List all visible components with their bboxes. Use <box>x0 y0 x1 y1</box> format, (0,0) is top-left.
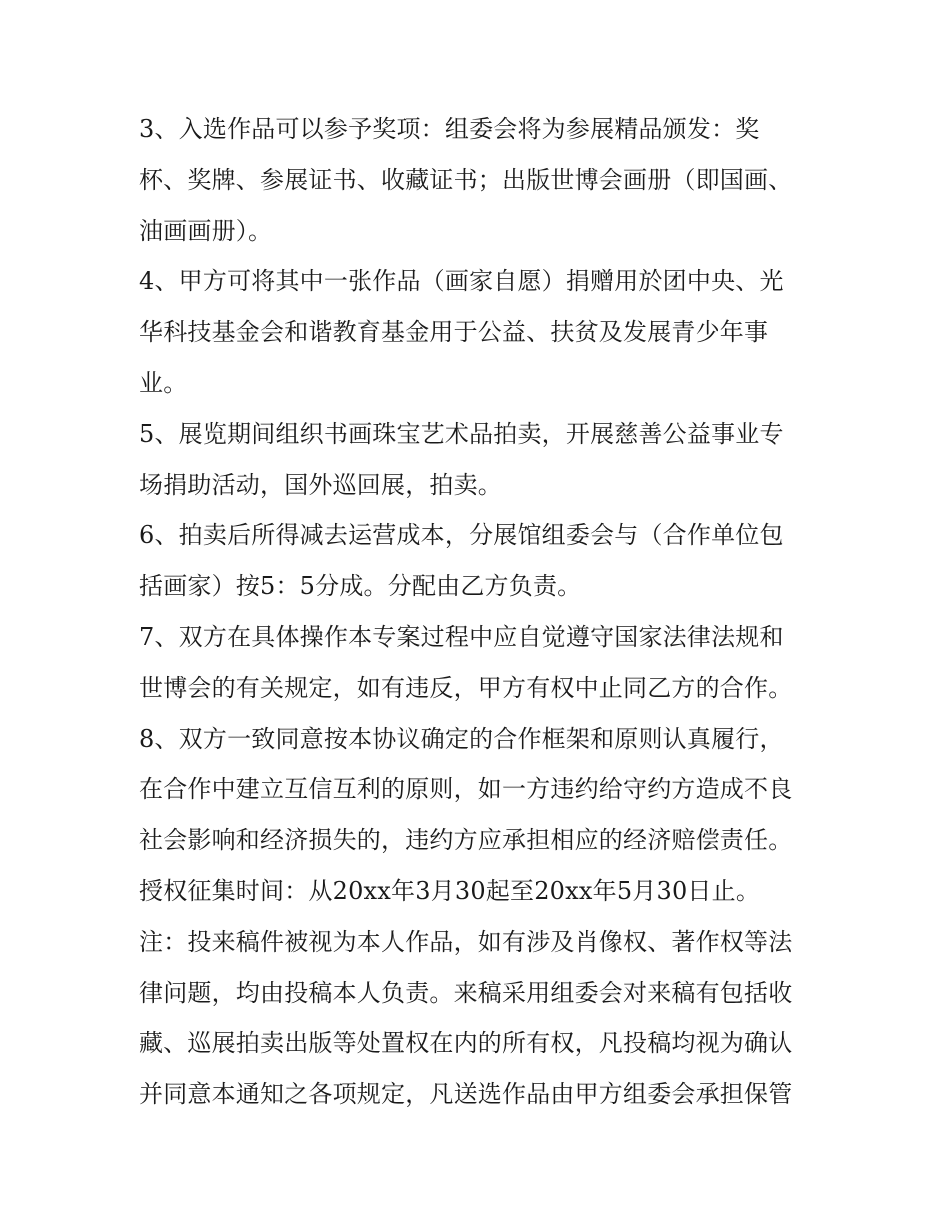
text-line: 8、双方一致同意按本协议确定的合作框架和原则认真履行， <box>139 724 784 753</box>
text-line: 括画家）按5：5分成。分配由乙方负责。 <box>139 572 582 601</box>
text-line: 藏、巡展拍卖出版等处置权在内的所有权，凡投稿均视为确认 <box>139 1029 793 1058</box>
text-line: 业。 <box>139 368 188 397</box>
paragraph-profit-split <box>139 510 829 612</box>
text-line: 4、甲方可将其中一张作品（画家自愿）捐赠用於团中央、光 <box>139 267 784 296</box>
paragraph-agreement <box>139 714 829 866</box>
paragraph-auction <box>139 409 829 511</box>
text-line: 3、入选作品可以参予奖项：组委会将为参展精品颁发：奖 <box>139 115 760 143</box>
paragraph-compliance <box>139 612 829 714</box>
text-line: 场捐助活动，国外巡回展，拍卖。 <box>139 470 502 499</box>
text-line: 杯、奖牌、参展证书、收藏证书；出版世博会画册（即国画、 <box>139 165 793 194</box>
text-line: 7、双方在具体操作本专案过程中应自觉遵守国家法律法规和 <box>139 622 784 651</box>
paragraph-donation <box>139 256 829 408</box>
text-line: 6、拍卖后所得减去运营成本，分展馆组委会与（合作单位包 <box>139 521 784 550</box>
text-line: 5、展览期间组织书画珠宝艺术品拍卖，开展慈善公益事业专 <box>139 419 784 448</box>
text-line: 注：投来稿件被视为本人作品，如有涉及肖像权、著作权等法 <box>139 927 793 956</box>
paragraph-note <box>139 917 829 1120</box>
document-body <box>139 104 829 1120</box>
paragraph-award <box>139 104 829 256</box>
text-line: 华科技基金会和谐教育基金用于公益、扶贫及发展青少年事 <box>139 318 769 347</box>
paragraph-collection-period <box>139 866 829 917</box>
text-line: 并同意本通知之各项规定，凡送选作品由甲方组委会承担保管 <box>139 1080 793 1109</box>
text-line: 在合作中建立互信互利的原则，如一方违约给守约方造成不良 <box>139 775 793 804</box>
text-line: 世博会的有关规定，如有违反，甲方有权中止同乙方的合作。 <box>139 673 793 702</box>
text-line: 油画画册）。 <box>139 216 273 245</box>
text-line: 授权征集时间：从20xx年3月30起至20xx年5月30日止。 <box>139 876 761 905</box>
text-line: 社会影响和经济损失的，违约方应承担相应的经济赔偿责任。 <box>139 826 793 855</box>
text-line: 律问题，均由投稿本人负责。来稿采用组委会对来稿有包括收 <box>139 978 793 1007</box>
